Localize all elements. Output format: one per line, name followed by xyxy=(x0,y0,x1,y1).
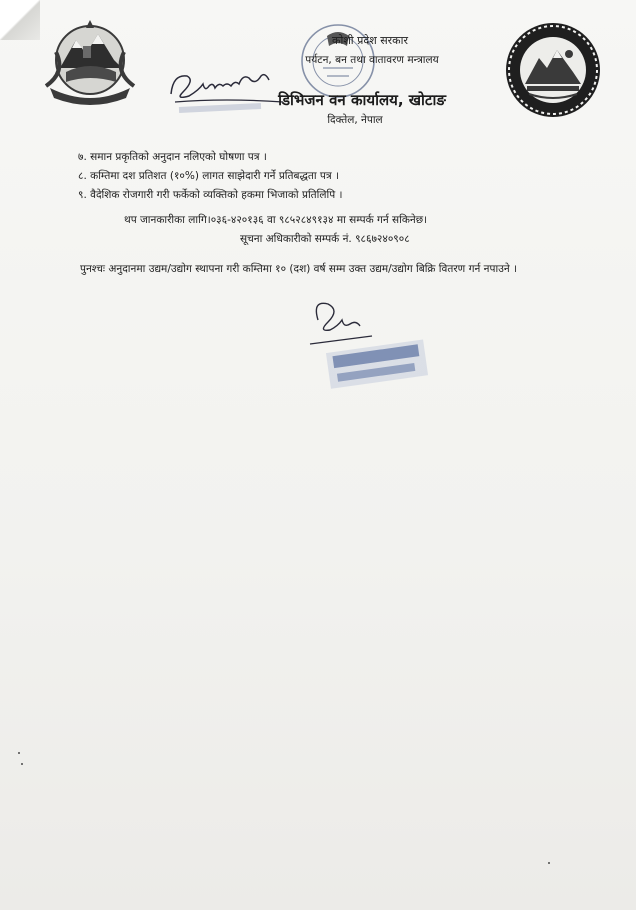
page-fold xyxy=(0,0,40,40)
officer-signature-stamp-icon xyxy=(298,298,433,396)
koshi-province-seal-icon xyxy=(503,20,603,120)
nepal-emblem-icon xyxy=(36,16,144,108)
header-office: डिभिजन वन कार्यालय, खोटाङ xyxy=(278,91,446,109)
header-ministry: पर्यटन, बन तथा वातावरण मन्त्रालय xyxy=(305,54,439,66)
required-documents-list xyxy=(78,148,343,205)
contact-info: थप जानकारीका लागि।०३६-४२०१३६ वा ९८५२८४९१३४ मा सम्पर्क गर्न सकिनेछ। xyxy=(124,214,428,226)
postscript-note: पुनश्चः अनुदानमा उद्यम/उद्योग स्थापना गरी कम्तिमा १० (दश) वर्ष सम्म उक्त उद्यम/उद्योग बिक्रि वितरण गर्न नपाउने । xyxy=(80,263,518,275)
header-government: कोशी प्रदेश सरकार xyxy=(332,34,408,47)
list-item: ८. कम्तिमा दश प्रतिशत (१०%) लागत साझेदारी गर्ने प्रतिबद्धता पत्र । xyxy=(78,170,340,182)
list-item: ७. समान प्रकृतिको अनुदान नलिएको घोषणा पत्र । xyxy=(78,151,267,163)
information-officer-contact: सूचना अधिकारीको सम्पर्क नं. ९८६७२४०९०८ xyxy=(240,233,410,245)
header-location: दिक्तेल, नेपाल xyxy=(327,114,383,126)
list-item: ९. वैदेशिक रोजगारी गरी फर्केको व्यक्तिको हकमा भिजाको प्रतिलिपि । xyxy=(78,189,343,201)
